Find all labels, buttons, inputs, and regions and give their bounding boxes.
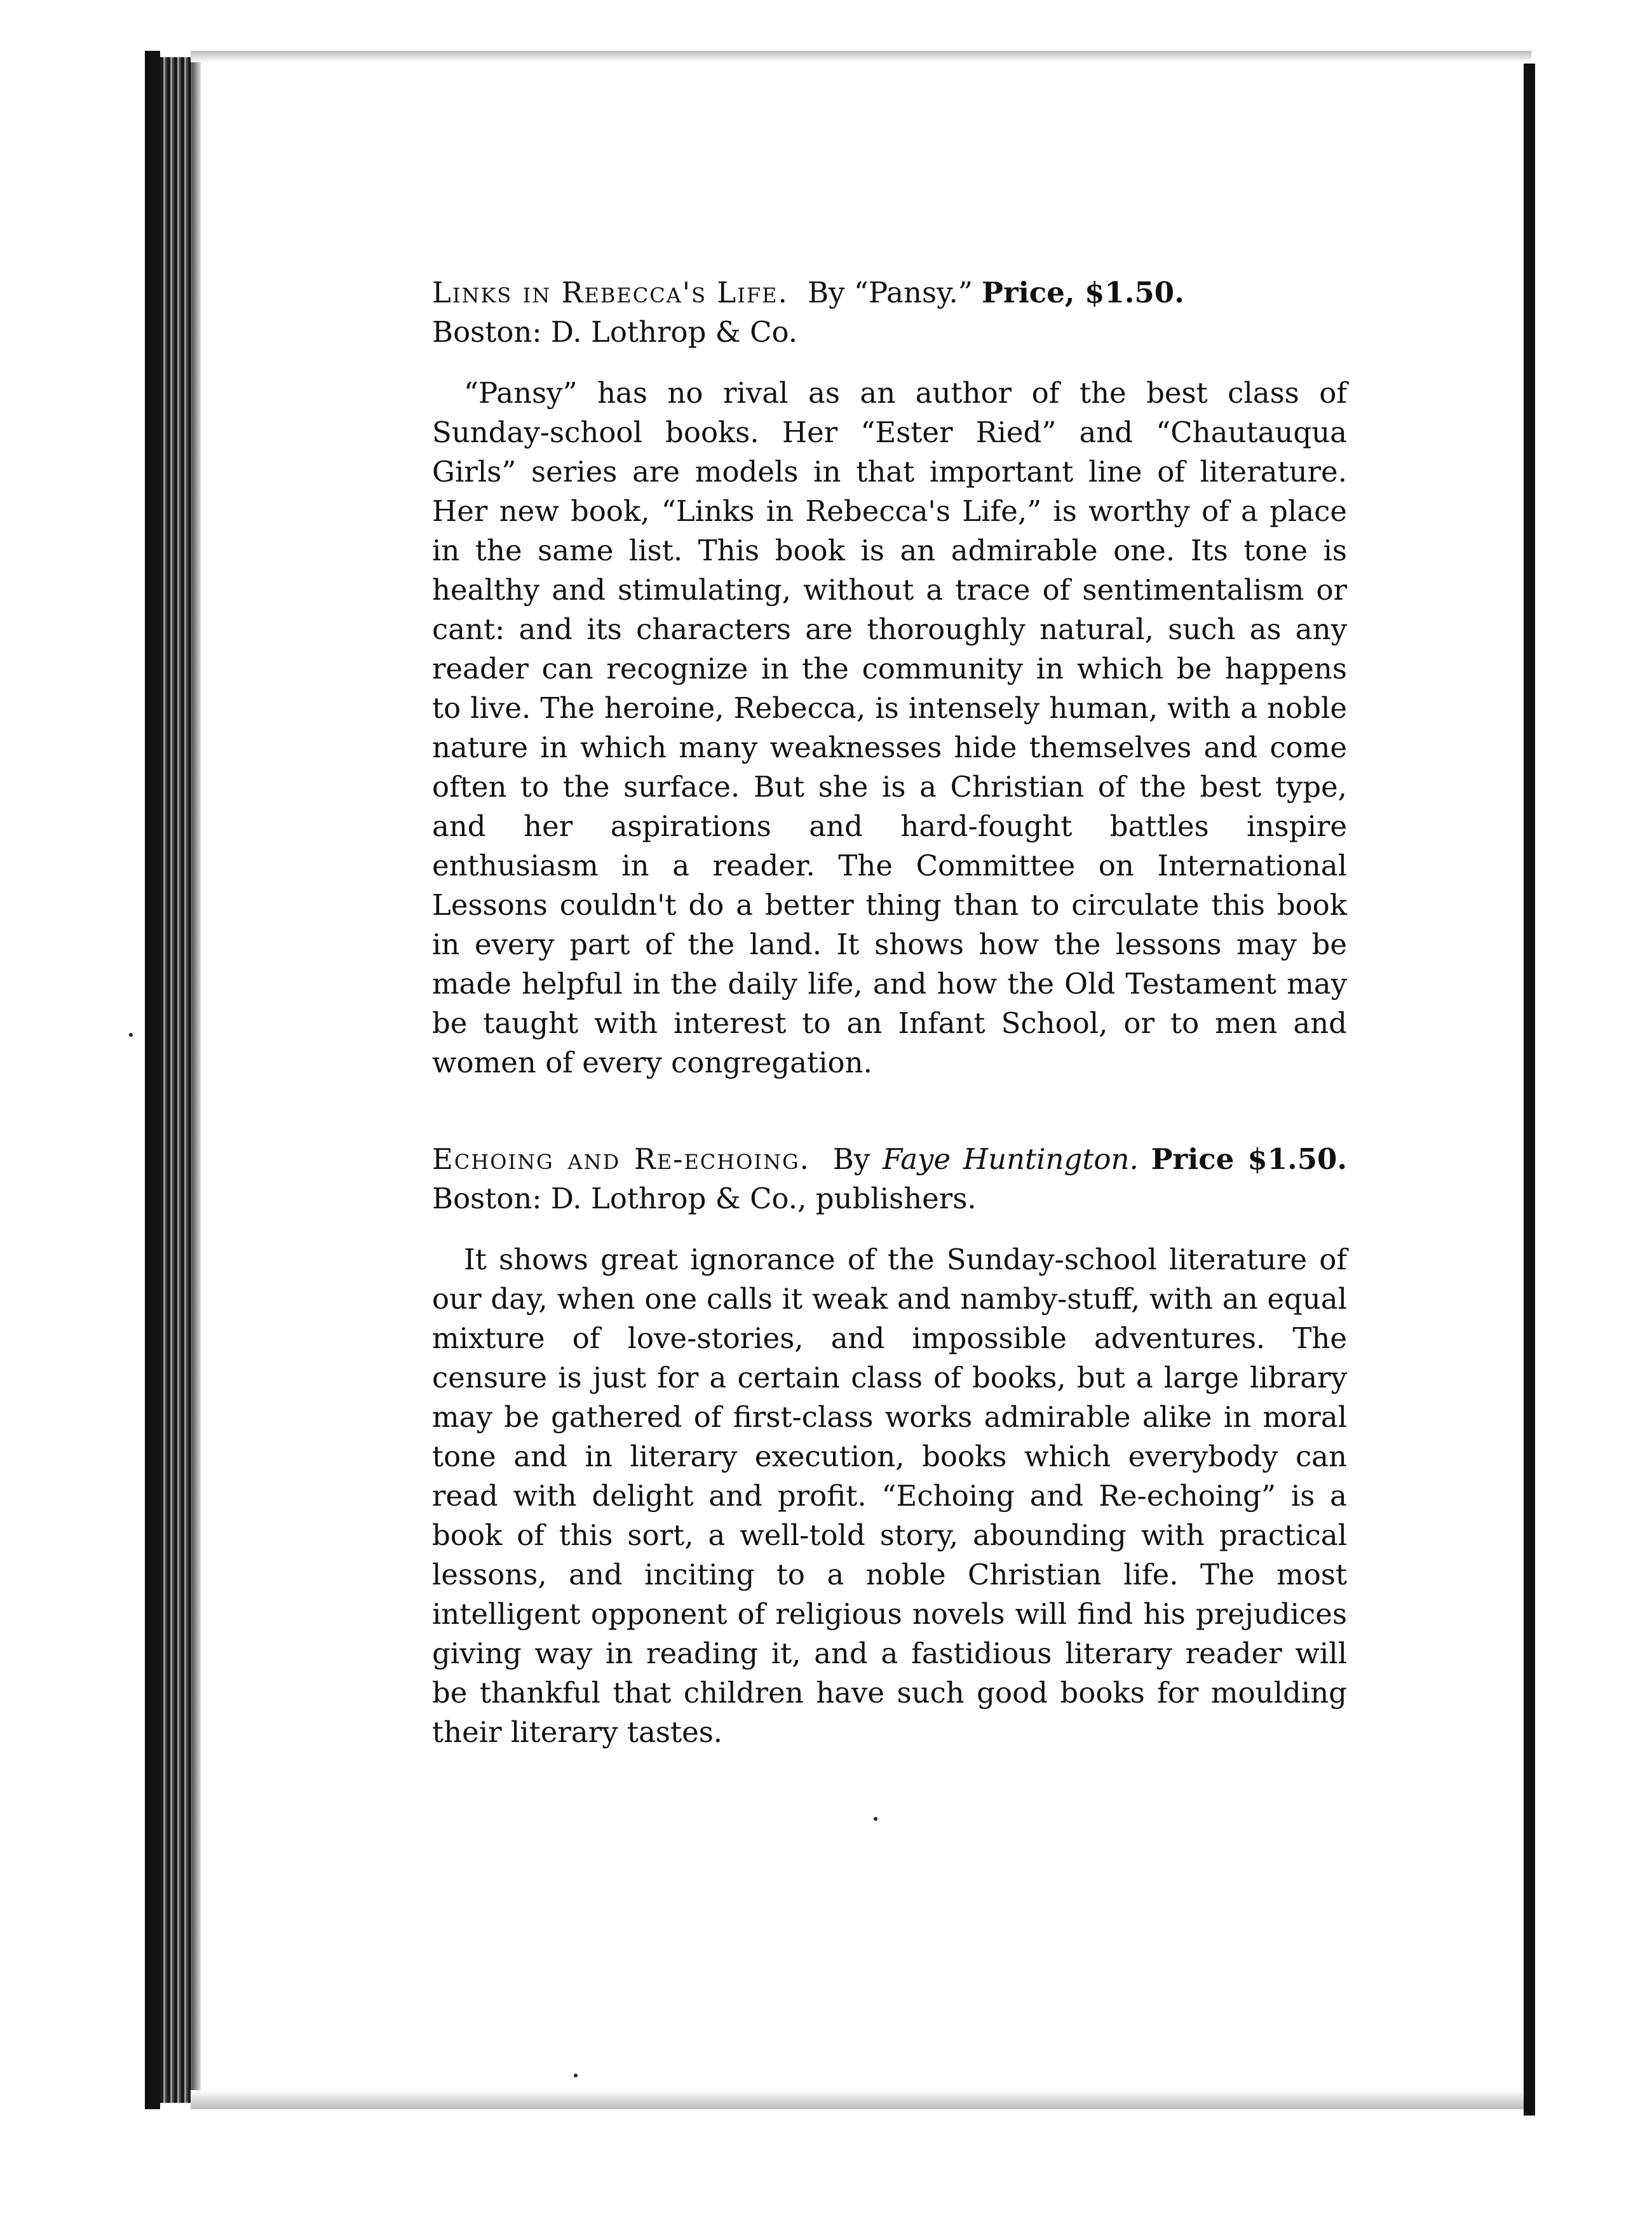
review-body: “Pansy” has no rival as an author of the best class of Sunday-school books. Her “Ester Ried” and “Chautauqua Girls” series are models in that important line of literature. Her new book, “Links in Rebecca's Life,” is worthy of a place in the same list. This book is an admirable one. Its tone is healthy and stimulating, without a trace of sentimentalism or cant: and its characters are thoroughly natural, such as any reader can recognize in the community in which be happens to live. The heroine, Rebecca, is intensely human, with a noble nature in which many weaknesses hide themselves and come often to the surface. But she is a Christian of the best type, and her aspirations and hard-fought battles inspire enthusiasm in a reader. The Committee on International Lessons couldn't do a better thing than to circulate this book in every part of the land. It shows how the lessons may be made helpful in the daily life, and how the Old Testament may be taught with interest to an Infant School, or to men and women of every congregation. [432, 376, 1347, 1079]
book-title: Echoing and Re-echoing. [432, 1142, 810, 1176]
ink-speck [574, 2074, 578, 2077]
book-publisher: Boston: D. Lothrop & Co. [432, 315, 798, 349]
book-price: Price, $1.50. [982, 276, 1184, 309]
book-price: Price $1.50. [1151, 1142, 1348, 1176]
review-body: It shows great ignorance of the Sunday-school literature of our day, when one calls it weak and namby-stuff, with an equal mixture of love-stories, and impossible adventures. The censure is just for a certain class of books, but a large library may be gathered of first-class works admirable alike in moral tone and in literary execution, books which everybody can read with delight and profit. “Echoing and Re-echoing” is a book of this sort, a well-told story, abounding with practical lessons, and inciting to a noble Christian life. The most intelligent opponent of religious novels will find his prejudices giving way in reading it, and a fastidious literary reader will be thankful that children have such good books for moulding their literary tastes. [432, 1243, 1347, 1749]
book-author: Faye Huntington. [883, 1142, 1139, 1176]
gutter-shadow [192, 60, 201, 2100]
review-echoing-and-re-echoing [432, 1140, 1347, 1752]
scan-margin-right [1535, 0, 1652, 2221]
book-author: “Pansy.” [853, 276, 973, 309]
book-page-edges [160, 57, 192, 2103]
page-bottom-shade [191, 2090, 1531, 2109]
page-top-shade [191, 51, 1531, 62]
section-gap [432, 1083, 1347, 1140]
book-publisher: Boston: D. Lothrop & Co., publishers. [432, 1182, 977, 1215]
review-links-in-rebeccas-life [432, 273, 1347, 1083]
book-spine-edge [145, 51, 160, 2109]
review-heading [432, 1140, 1347, 1219]
facing-page-edge [1524, 64, 1535, 2116]
book-title: Links in Rebecca's Life. [432, 276, 789, 309]
by-label: By [832, 1142, 870, 1176]
review-heading [432, 273, 1347, 352]
scan-margin-left [0, 0, 145, 2221]
ink-speck [874, 1817, 877, 1821]
ink-speck [129, 1033, 133, 1037]
by-label: By [808, 276, 845, 309]
page-text-column [432, 273, 1347, 1752]
